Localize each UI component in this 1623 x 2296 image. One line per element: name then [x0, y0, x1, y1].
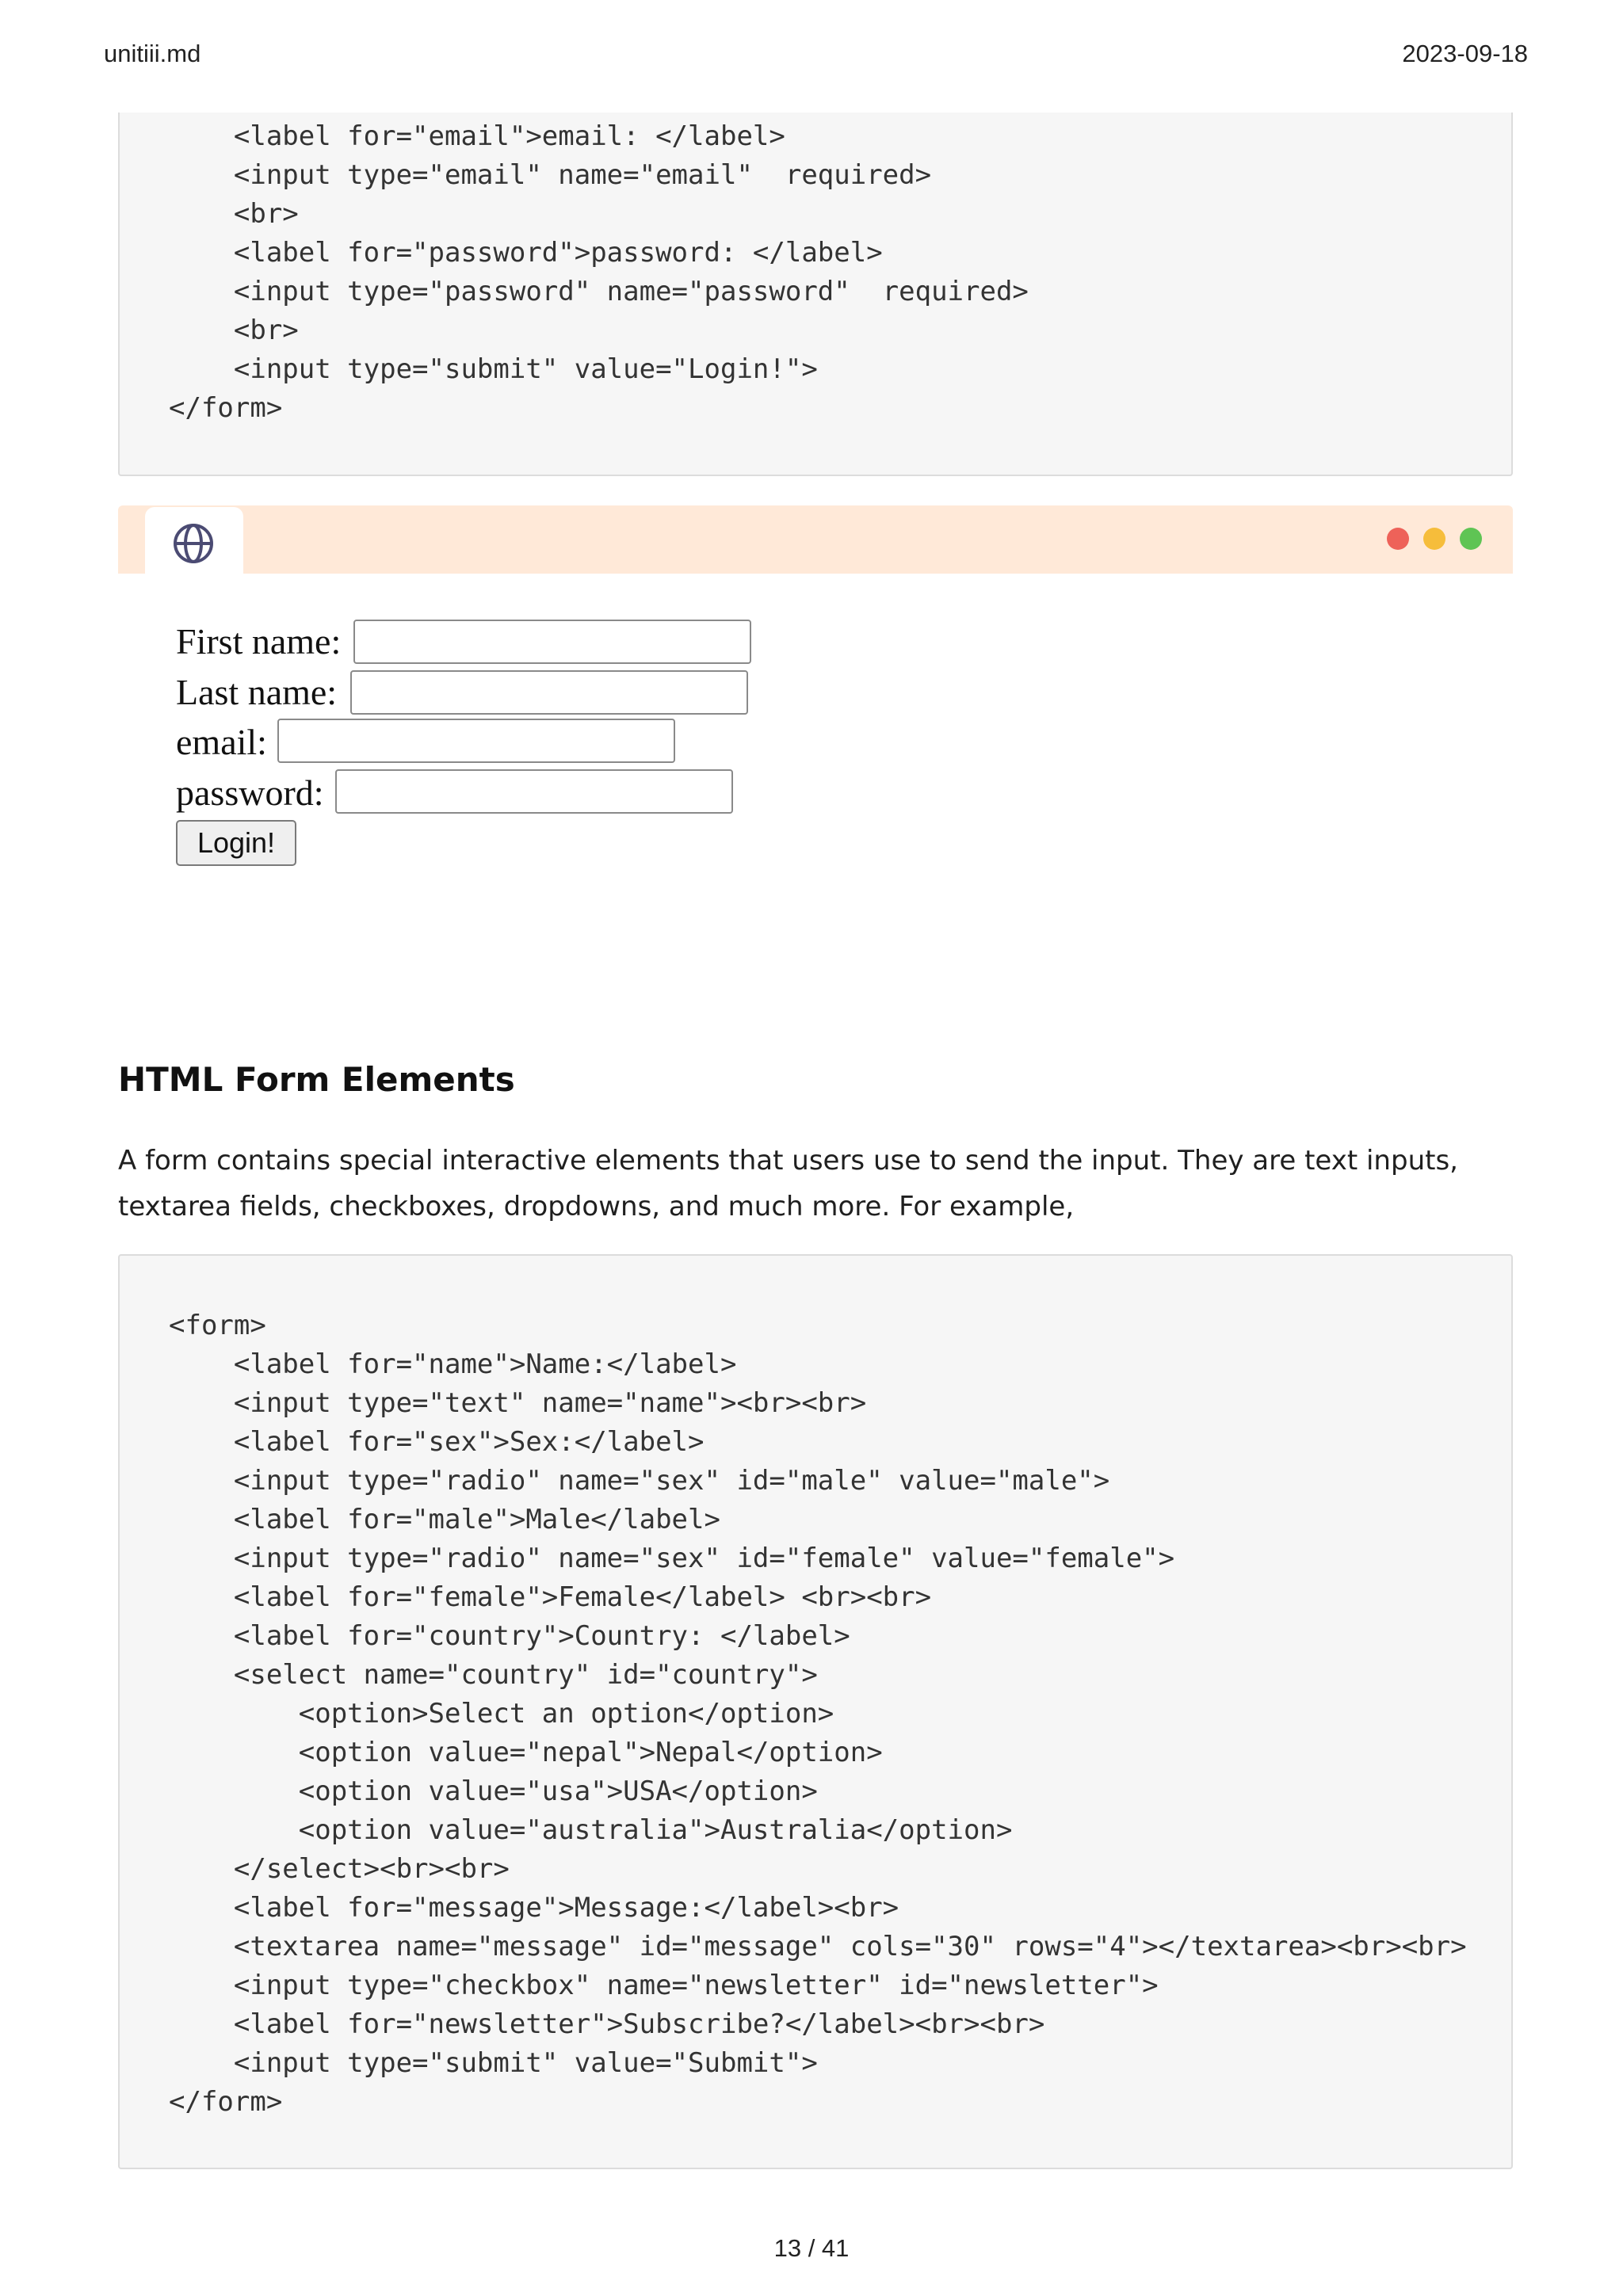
code-line: <input type="radio" name="sex" id="male" value="male"> [169, 1465, 1110, 1497]
first-name-label: First name: [176, 621, 342, 662]
window-close-dot [1387, 528, 1409, 550]
last-name-label: Last name: [176, 672, 338, 712]
email-input[interactable] [277, 719, 675, 763]
password-label: password: [176, 772, 324, 813]
window-maximize-dot [1460, 528, 1482, 550]
code-line: <label for="email">email: </label> [169, 120, 785, 152]
code-line: <br> [169, 315, 299, 346]
code-line: </form> [169, 392, 283, 424]
email-label: email: [176, 722, 267, 762]
code-line: <label for="sex">Sex:</label> [169, 1426, 705, 1458]
code-line: <label for="male">Male</label> [169, 1504, 720, 1535]
code-line: <label for="message">Message:</label><br> [169, 1892, 899, 1924]
code-line: <option>Select an option</option> [169, 1698, 834, 1730]
document-date: 2023-09-18 [1402, 40, 1528, 67]
code-line: <input type="email" name="email" required> [169, 159, 932, 191]
code-line: <textarea name="message" id="message" cols="30" rows="4"></textarea><br><br> [169, 1931, 1467, 1962]
page-number: 13 / 41 [773, 2234, 850, 2262]
password-input[interactable] [335, 769, 733, 814]
login-button[interactable]: Login! [176, 820, 296, 866]
code-line: <input type="text" name="name"><br><br> [169, 1387, 867, 1419]
code-line: <label for="name">Name:</label> [169, 1348, 737, 1380]
code-line: <input type="checkbox" name="newsletter" id="newsletter"> [169, 1970, 1159, 2001]
code-line: <input type="radio" name="sex" id="female" value="female"> [169, 1543, 1175, 1574]
code-block-form-elements [118, 1254, 1513, 2169]
code-line: <form> [169, 1310, 266, 1341]
code-line: <input type="submit" value="Login!"> [169, 353, 818, 385]
code-line: <select name="country" id="country"> [169, 1659, 818, 1691]
last-name-input[interactable] [350, 670, 748, 715]
globe-icon [171, 521, 216, 566]
section-heading: HTML Form Elements [118, 1060, 515, 1099]
code-line: <input type="submit" value="Submit"> [169, 2047, 818, 2079]
code-line: </select><br><br> [169, 1853, 510, 1885]
code-line: <label for="newsletter">Subscribe?</label><br><br> [169, 2008, 1045, 2040]
browser-preview-titlebar [118, 505, 1513, 574]
code-line: <option value="australia">Australia</option> [169, 1814, 1013, 1846]
first-name-input[interactable] [353, 620, 751, 664]
document-filename: unitiii.md [104, 40, 201, 67]
code-line: <label for="female">Female</label> <br><br> [169, 1581, 932, 1613]
code-block-login-form [118, 113, 1513, 476]
code-line: <input type="password" name="password" required> [169, 276, 1029, 307]
window-minimize-dot [1423, 528, 1445, 550]
code-line: <option value="usa">USA</option> [169, 1775, 818, 1807]
code-line: <label for="password">password: </label> [169, 237, 883, 269]
code-line: <br> [169, 198, 299, 230]
code-line: </form> [169, 2086, 283, 2118]
code-line: <option value="nepal">Nepal</option> [169, 1737, 883, 1768]
section-paragraph: A form contains special interactive elements that users use to send the input. They are text inputs, textarea fields, checkboxes, dropdowns, and much more. For example, [118, 1145, 1458, 1222]
browser-tab [145, 507, 243, 574]
code-line: <label for="country">Country: </label> [169, 1620, 850, 1652]
